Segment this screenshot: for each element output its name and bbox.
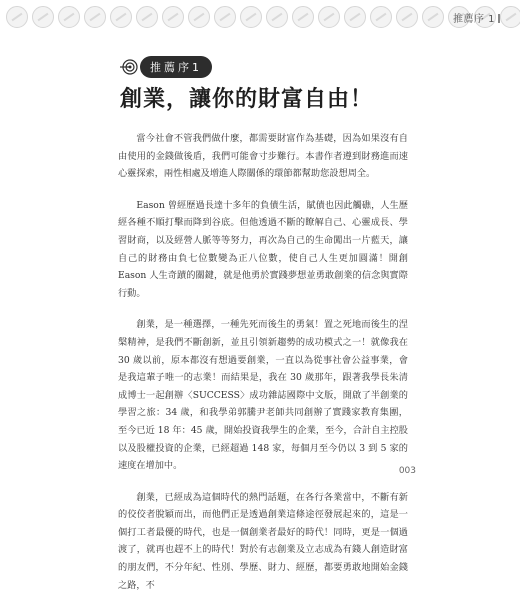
paragraph: 創業，已經成為這個時代的熱門話題，在各行各業當中，不斷有新的佼佼者脫穎而出，而他們正是透過創業這條途徑發展起來的，這是一個打工者最優的時代，也是一個創業者最好的時代！同時，更是一個過渡了，就再也趕不上的時代！對於有志創業及立志成為有錢人創造財富的朋友們，不分年紀、性別、學歷、財力、經歷，都要勇敢地開始金錢之路，不 bbox=[118, 491, 408, 591]
coin-icon bbox=[162, 6, 184, 28]
coin-icon bbox=[188, 6, 210, 28]
running-head-bar bbox=[498, 14, 500, 23]
coin-icon bbox=[344, 6, 366, 28]
coin-icon bbox=[292, 6, 314, 28]
coin-icon bbox=[214, 6, 236, 28]
target-dart-icon bbox=[120, 58, 138, 76]
coin-icon bbox=[318, 6, 340, 28]
coin-icon bbox=[110, 6, 132, 28]
section-badge-label: 推薦序1 bbox=[140, 56, 212, 78]
coin-icon bbox=[396, 6, 418, 28]
coin-icon bbox=[422, 6, 444, 28]
coin-icon bbox=[84, 6, 106, 28]
paragraph: Eason 曾經歷過長達十多年的負債生活，賦債也因此觸礁，人生歷經各種不順打擊而降到谷底。但他透過不斷的瞭解自己、心靈成長、學習財商，以及經營人脈等等努力，再次為自己的生命闖出一片藍天，讓自己的財務由負七位數變為正八位數，使自己人生更加圓滿！開創 Eason 人生奇蹟的關鍵，就是他勇於實踐夢想並勇敢創業的信念與實際行動。 bbox=[118, 199, 408, 299]
coin-icon bbox=[500, 6, 520, 28]
coin-icon bbox=[136, 6, 158, 28]
section-badge bbox=[120, 56, 212, 78]
running-head bbox=[453, 10, 500, 25]
coin-icon bbox=[58, 6, 80, 28]
running-head-label: 推薦序 1 bbox=[452, 14, 495, 25]
page-number: 003 bbox=[398, 466, 416, 476]
page-title: 創業，讓你的財富自由！ bbox=[120, 86, 374, 112]
coin-icon bbox=[240, 6, 262, 28]
coin-icon bbox=[266, 6, 288, 28]
paragraph: 當今社會不管我們做什麼，都需要財富作為基礎，因為如果沒有自由使用的金錢做後盾，我們可能會寸步難行。本書作者遵到財務進而速心靈探索，兩性相處及增進人際關係的環節都幫助您設想周全。 bbox=[118, 133, 408, 180]
body-text bbox=[118, 130, 408, 608]
coin-icon bbox=[6, 6, 28, 28]
paragraph: 創業，是一種選擇，一種先死而後生的勇氣！置之死地而後生的涅槃精神，是我們不斷創新，並且引領新趨勢的成功模式之一！就像我在 30 歲以前，原本都沒有想過要創業，一直以為從事社會公益事業，會是我這輩子唯一的志業！而結果是，我在 30 歲那年，跟著我學長朱清成博士一起創辦〈SUCCESS〉成功雜誌國際中文版，開啟了半創業的學習之旅：34 歲，和我學弟郭騰尹老師共同創辦了實踐家教育集團，至今已近 18 年：45 歲，開始投資我學生的企業，至今，合計自主控股以及股權投資的企業，已經超過 148 家，每個月至今仍以 3 到 5 家的速度在增加中。 bbox=[118, 319, 408, 472]
coin-icon bbox=[370, 6, 392, 28]
decorative-coin-pattern bbox=[0, 0, 520, 32]
coin-icon bbox=[32, 6, 54, 28]
